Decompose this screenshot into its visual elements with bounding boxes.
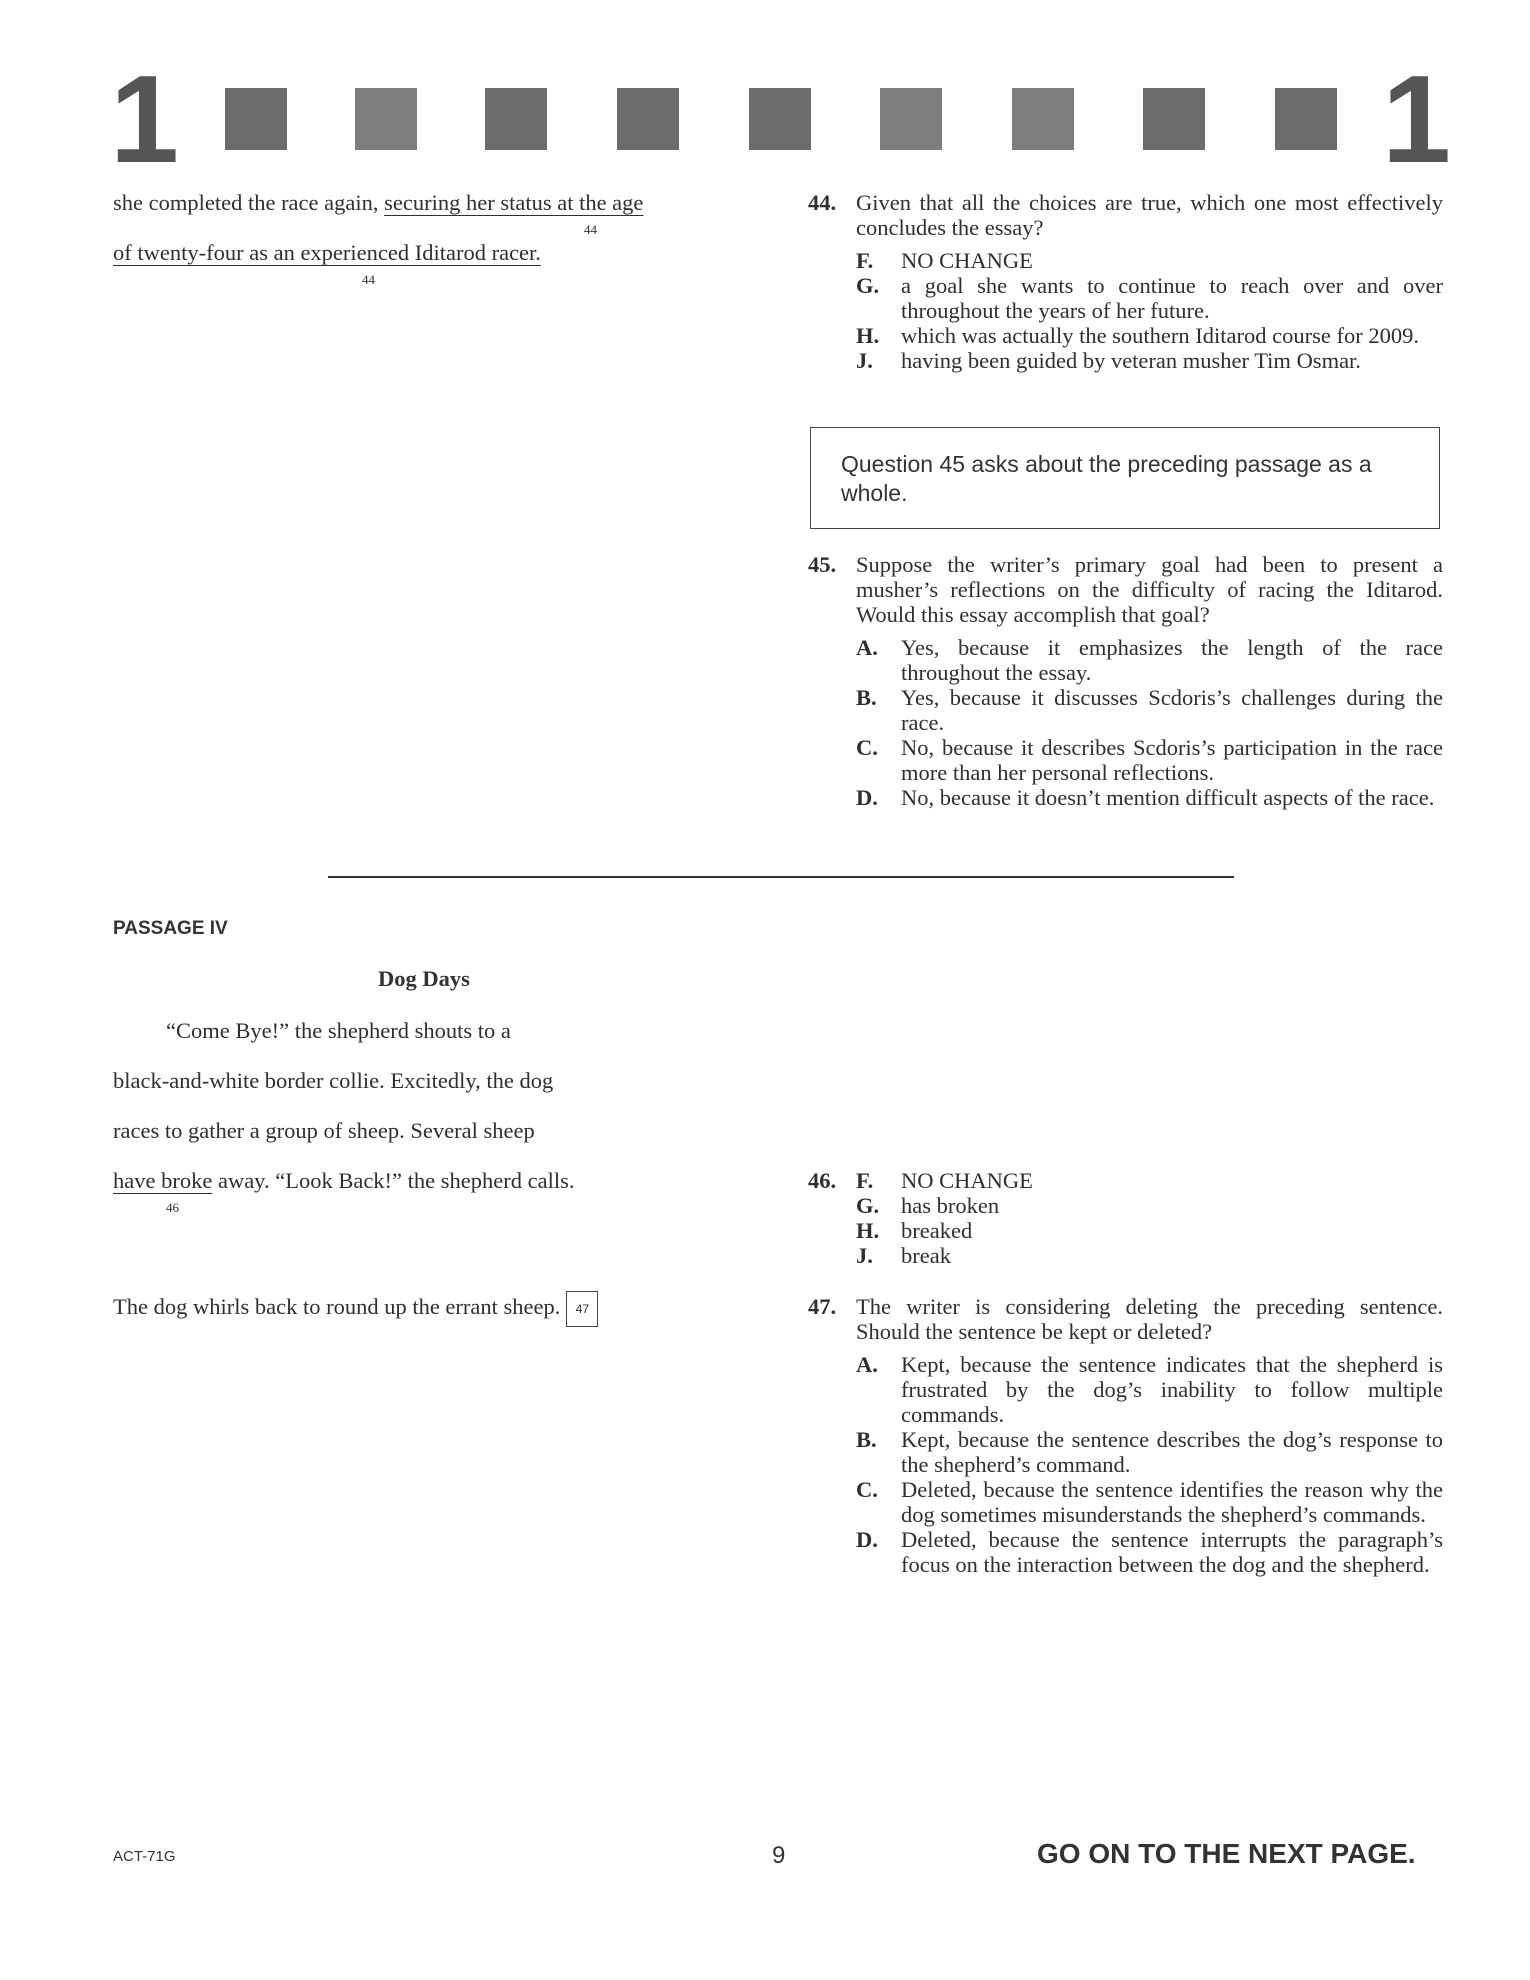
- question-marker-46: 46: [166, 1200, 179, 1215]
- passage-iv-line-1: “Come Bye!” the shepherd shouts to a: [166, 1018, 511, 1043]
- passage-iv-line-4: have broke away. “Look Back!” the shepherd calls.: [113, 1168, 575, 1193]
- question-45-note-box: Question 45 asks about the preceding passage as a whole.: [810, 427, 1440, 529]
- passage-title: Dog Days: [378, 966, 470, 991]
- answer-option-f[interactable]: F. NO CHANGE: [856, 248, 1033, 273]
- header-block: [749, 88, 811, 150]
- question-stem: Suppose the writer’s primary goal had been to present a musher’s reflections on the difficulty of racing the Iditarod. Would this essay accomplish that goal?: [856, 552, 1443, 627]
- answer-option-h[interactable]: H. which was actually the southern Iditarod course for 2009.: [856, 323, 1419, 348]
- passage-iii-line-1: she completed the race again, securing her status at the age: [113, 190, 644, 215]
- page-number: 9: [772, 1842, 786, 1869]
- question-number: 46.: [808, 1168, 837, 1193]
- answer-option-d[interactable]: D. No, because it doesn’t mention difficult aspects of the race.: [856, 785, 1435, 810]
- answer-option-a[interactable]: A. Kept, because the sentence indicates that the shepherd is frustrated by the dog’s inability to follow multiple commands.: [856, 1352, 1443, 1427]
- underlined-portion-44: securing her status at the age: [384, 190, 644, 215]
- header-block: [485, 88, 547, 150]
- passage-iv-line-3: races to gather a group of sheep. Several sheep: [113, 1118, 535, 1143]
- answer-option-h[interactable]: H. breaked: [856, 1218, 973, 1243]
- header-block: [617, 88, 679, 150]
- underlined-portion-46: have broke: [113, 1168, 213, 1193]
- answer-option-j[interactable]: J. break: [856, 1243, 951, 1268]
- question-number: 47.: [808, 1294, 837, 1319]
- passage-iii-line-2: [113, 228, 541, 278]
- section-number-right: 1: [1382, 51, 1447, 189]
- answer-option-g[interactable]: G. has broken: [856, 1193, 1000, 1218]
- answer-option-a[interactable]: A. Yes, because it emphasizes the length of the race throughout the essay.: [856, 635, 1443, 685]
- answer-option-g[interactable]: G. a goal she wants to continue to reach over and over throughout the years of her future.: [856, 273, 1443, 323]
- answer-option-c[interactable]: C. Deleted, because the sentence identifies the reason why the dog sometimes misunderstands the shepherd’s commands.: [856, 1477, 1443, 1527]
- question-number: 44.: [808, 190, 837, 215]
- header-block: [355, 88, 417, 150]
- passage-label: PASSAGE IV: [113, 918, 228, 939]
- answer-option-b[interactable]: B. Yes, because it discusses Scdoris’s challenges during the race.: [856, 685, 1443, 735]
- question-marker-44: 44: [584, 222, 597, 237]
- header-block: [225, 88, 287, 150]
- question-47: [808, 1294, 1443, 1577]
- question-44: [808, 190, 1443, 373]
- question-marker-44: 44: [362, 272, 375, 287]
- answer-option-c[interactable]: C. No, because it describes Scdoris’s participation in the race more than her personal reflections.: [856, 735, 1443, 785]
- question-box-47: 47: [566, 1291, 598, 1327]
- underlined-portion-44: of twenty-four as an experienced Iditarod racer.: [113, 240, 541, 265]
- question-stem: The writer is considering deleting the preceding sentence. Should the sentence be kept or deleted?: [856, 1294, 1443, 1344]
- answer-option-b[interactable]: B. Kept, because the sentence describes the dog’s response to the shepherd’s command.: [856, 1427, 1443, 1477]
- header-block: [880, 88, 942, 150]
- answer-option-f[interactable]: 46. F. NO CHANGE: [808, 1168, 1033, 1193]
- question-number: 45.: [808, 552, 837, 577]
- answer-option-j[interactable]: J. having been guided by veteran musher Tim Osmar.: [856, 348, 1361, 373]
- section-number-left: 1: [110, 51, 175, 189]
- header-block: [1275, 88, 1337, 150]
- passage-iv-line-2: black-and-white border collie. Excitedly, the dog: [113, 1068, 554, 1093]
- header-block: [1143, 88, 1205, 150]
- header-block: [1012, 88, 1074, 150]
- question-stem: Given that all the choices are true, which one most effectively concludes the essay?: [856, 190, 1443, 240]
- answer-option-d[interactable]: D. Deleted, because the sentence interrupts the paragraph’s focus on the interaction between the dog and the shepherd.: [856, 1527, 1443, 1577]
- section-divider: [328, 876, 1234, 878]
- question-45: [808, 552, 1443, 810]
- form-code: ACT-71G: [113, 1848, 176, 1865]
- question-46: [808, 1168, 1443, 1268]
- next-page-instruction: GO ON TO THE NEXT PAGE.: [1037, 1838, 1416, 1869]
- passage-iv-line-5: The dog whirls back to round up the errant sheep. 47: [113, 1282, 598, 1332]
